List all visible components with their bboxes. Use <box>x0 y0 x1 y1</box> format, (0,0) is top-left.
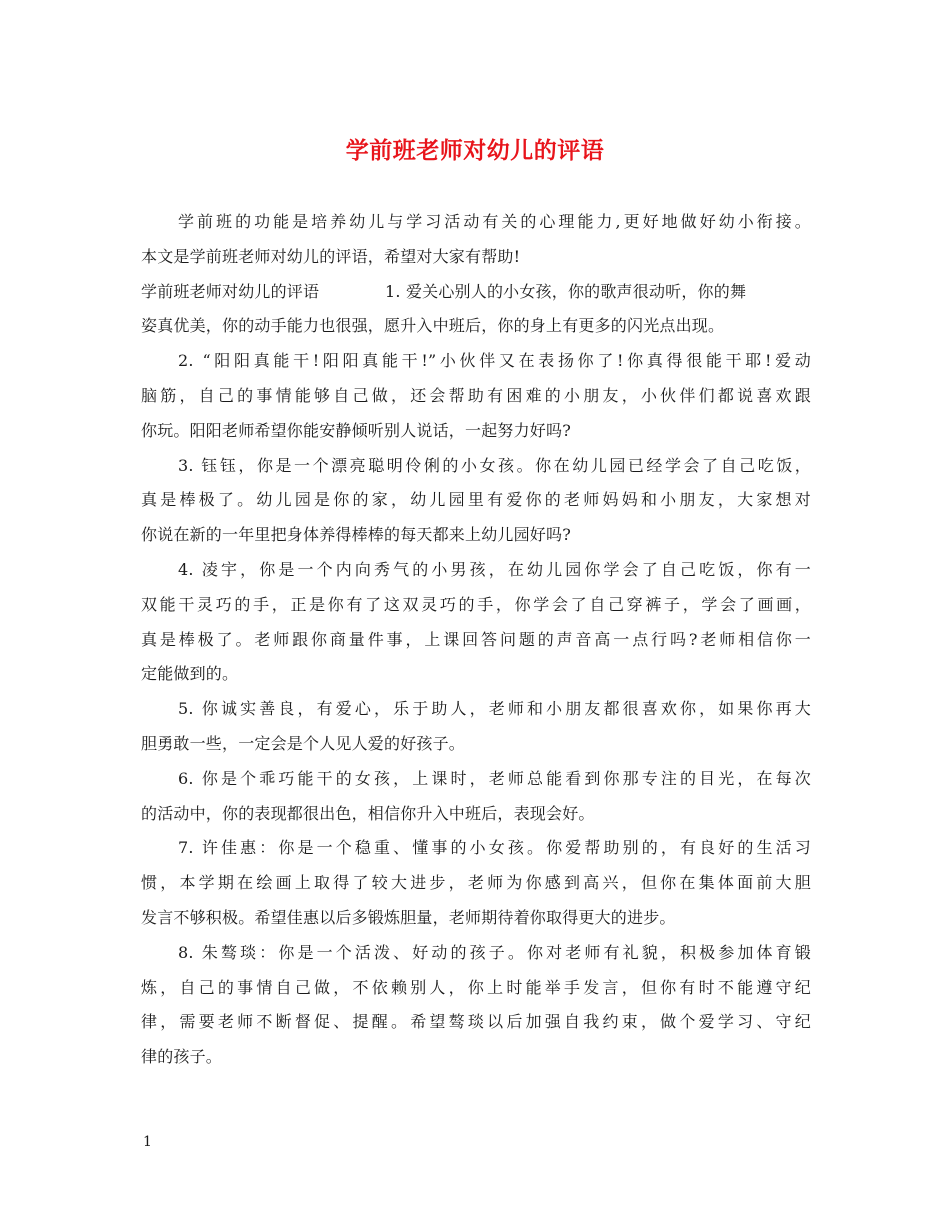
item6-line-2: 的活动中，你的表现都很出色，相信你升入中班后，表现会好。 <box>141 803 595 823</box>
heading-label: 学前班老师对幼儿的评语 <box>141 281 320 301</box>
item8-line-3: 律，需要老师不断督促、提醒。希望骜琰以后加强自我约束，做个爱学习、守纪 <box>141 1012 811 1032</box>
item7-line-2: 惯，本学期在绘画上取得了较大进步，老师为你感到高兴，但你在集体面前大胆 <box>141 873 811 893</box>
item2-line-2: 脑筋，自己的事情能够自己做，还会帮助有困难的小朋友，小伙伴们都说喜欢跟 <box>141 385 811 405</box>
item7-line-1: 7. 许佳惠：你是一个稳重、懂事的小女孩。你爱帮助别的，有良好的生活习 <box>178 838 811 858</box>
item2-line-3: 你玩。阳阳老师希望你能安静倾听别人说话，一起努力好吗? <box>141 420 571 440</box>
item4-line-1: 4. 凌宇，你是一个内向秀气的小男孩，在幼儿园你学会了自己吃饭，你有一 <box>178 559 811 579</box>
item4-line-3: 真是棒极了。老师跟你商量件事，上课回答问题的声音高一点行吗?老师相信你一 <box>141 629 811 649</box>
item8-line-2: 炼，自己的事情自己做，不依赖别人，你上时能举手发言，但你有时不能遵守纪 <box>141 977 811 997</box>
item3-line-1: 3. 钰钰，你是一个漂亮聪明伶俐的小女孩。你在幼儿园已经学会了自己吃饭， <box>178 455 811 475</box>
document-body <box>141 205 811 1075</box>
heading-and-item1-line-1 <box>141 275 811 310</box>
item6-line-1: 6. 你是个乖巧能干的女孩，上课时，老师总能看到你那专注的目光，在每次 <box>178 768 811 788</box>
item5-line-1: 5. 你诚实善良，有爱心，乐于助人，老师和小朋友都很喜欢你，如果你再大 <box>178 699 811 719</box>
document-title: 学前班老师对幼儿的评语 <box>345 137 605 164</box>
item1-line-1: 1. 爱关心别人的小女孩，你的歌声很动听，你的舞 <box>385 281 747 301</box>
item3-line-2: 真是棒极了。幼儿园是你的家，幼儿园里有爱你的老师妈妈和小朋友，大家想对 <box>141 490 811 510</box>
item7-line-3: 发言不够积极。希望佳惠以后多锻炼胆量，老师期待着你取得更大的进步。 <box>141 907 676 927</box>
intro-line-2: 本文是学前班老师对幼儿的评语，希望对大家有帮助! <box>141 246 521 266</box>
item5-line-2: 胆勇敢一些，一定会是个人见人爱的好孩子。 <box>141 733 466 753</box>
item4-line-4: 定能做到的。 <box>141 664 239 684</box>
item1-line-2: 姿真优美，你的动手能力也很强，愿升入中班后，你的身上有更多的闪光点出现。 <box>141 316 725 336</box>
item8-line-4: 律的孩子。 <box>141 1047 223 1067</box>
item2-line-1: 2. “阳阳真能干!阳阳真能干!”小伙伴又在表扬你了!你真得很能干耶!爱动 <box>178 351 811 371</box>
item4-line-2: 双能干灵巧的手，正是你有了这双灵巧的手，你学会了自己穿裤子，学会了画画， <box>141 594 811 614</box>
item8-line-1: 8. 朱骜琰：你是一个活泼、好动的孩子。你对老师有礼貌，积极参加体育锻 <box>178 942 811 962</box>
intro-line-1: 学前班的功能是培养幼儿与学习活动有关的心理能力,更好地做好幼小衔接。 <box>178 212 811 231</box>
page-number: 1 <box>143 1134 152 1150</box>
item3-line-3: 你说在新的一年里把身体养得棒棒的每天都来上幼儿园好吗? <box>141 525 571 545</box>
